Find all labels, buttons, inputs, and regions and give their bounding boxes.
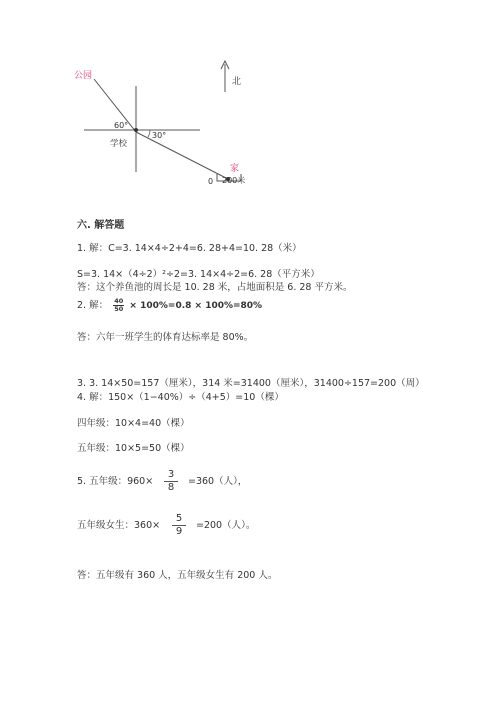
fraction-numerator: 40 — [114, 297, 124, 305]
answer-2-conclusion: 答：六年一班学生的体育达标率是 80%。 — [77, 332, 254, 343]
fraction-numerator: 5 — [172, 513, 186, 526]
school-point — [134, 128, 138, 132]
answer-5-girls-result: =200（人）。 — [196, 520, 256, 531]
home-label: 家 — [230, 164, 240, 174]
answer-4-grade5: 五年级：10×5=50（棵） — [77, 443, 190, 454]
school-to-home-line — [136, 132, 228, 179]
map-diagram — [0, 0, 500, 200]
answer-4-grade4: 四年级：10×4=40（棵） — [77, 418, 190, 429]
answer-5-grade5-prefix: 5. 五年级：960× — [77, 476, 154, 487]
north-label: 北 — [232, 77, 242, 87]
answer-2-formula — [77, 298, 262, 313]
fraction-denominator: 8 — [167, 482, 175, 493]
section-title: 六. 解答题 — [77, 220, 125, 231]
fraction-denominator: 9 — [175, 526, 183, 537]
answer-4-formula: 4. 解：150×（1−40%）÷（4+5）=10（棵） — [77, 392, 284, 403]
answer-1-conclusion: 答：这个养鱼池的周长是 10. 28 米，占地面积是 6. 28 平方米。 — [77, 282, 353, 293]
answer-5-girls-prefix: 五年级女生：360× — [77, 520, 161, 531]
answer-5-grade5-result: =360（人）， — [188, 476, 248, 487]
answer-3-line: 3. 3. 14×50=157（厘米），314 米=31400（厘米），31400÷157=200（周） — [77, 378, 425, 389]
answer-2-prefix: 2. 解： — [77, 300, 109, 311]
angle-30-label: 30° — [152, 131, 167, 140]
angle-30-arc — [148, 130, 150, 137]
answer-2-fraction — [113, 298, 124, 313]
angle-60-label: 60° — [114, 121, 129, 130]
fraction-numerator: 3 — [164, 469, 178, 482]
answer-5-fraction-2 — [172, 513, 186, 538]
scale-zero-label: 0 — [208, 177, 214, 186]
school-label: 学校 — [110, 139, 128, 149]
answer-5-fraction-1 — [164, 469, 178, 494]
answer-1-area: S=3. 14×（4÷2）²÷2=3. 14×4÷2=6. 28（平方米） — [77, 269, 320, 280]
scale-distance-label: 200米 — [222, 176, 246, 185]
answer-2-calculation: × 100%=0.8 × 100%=80% — [129, 301, 263, 311]
fraction-denominator: 50 — [114, 305, 124, 313]
answer-5-conclusion: 答：五年级有 360 人，五年级女生有 200 人。 — [77, 570, 278, 581]
answer-1-circumference: 1. 解：C=3. 14×4÷2+4=6. 28+4=10. 28（米） — [77, 243, 302, 254]
park-label: 公园 — [74, 71, 93, 81]
